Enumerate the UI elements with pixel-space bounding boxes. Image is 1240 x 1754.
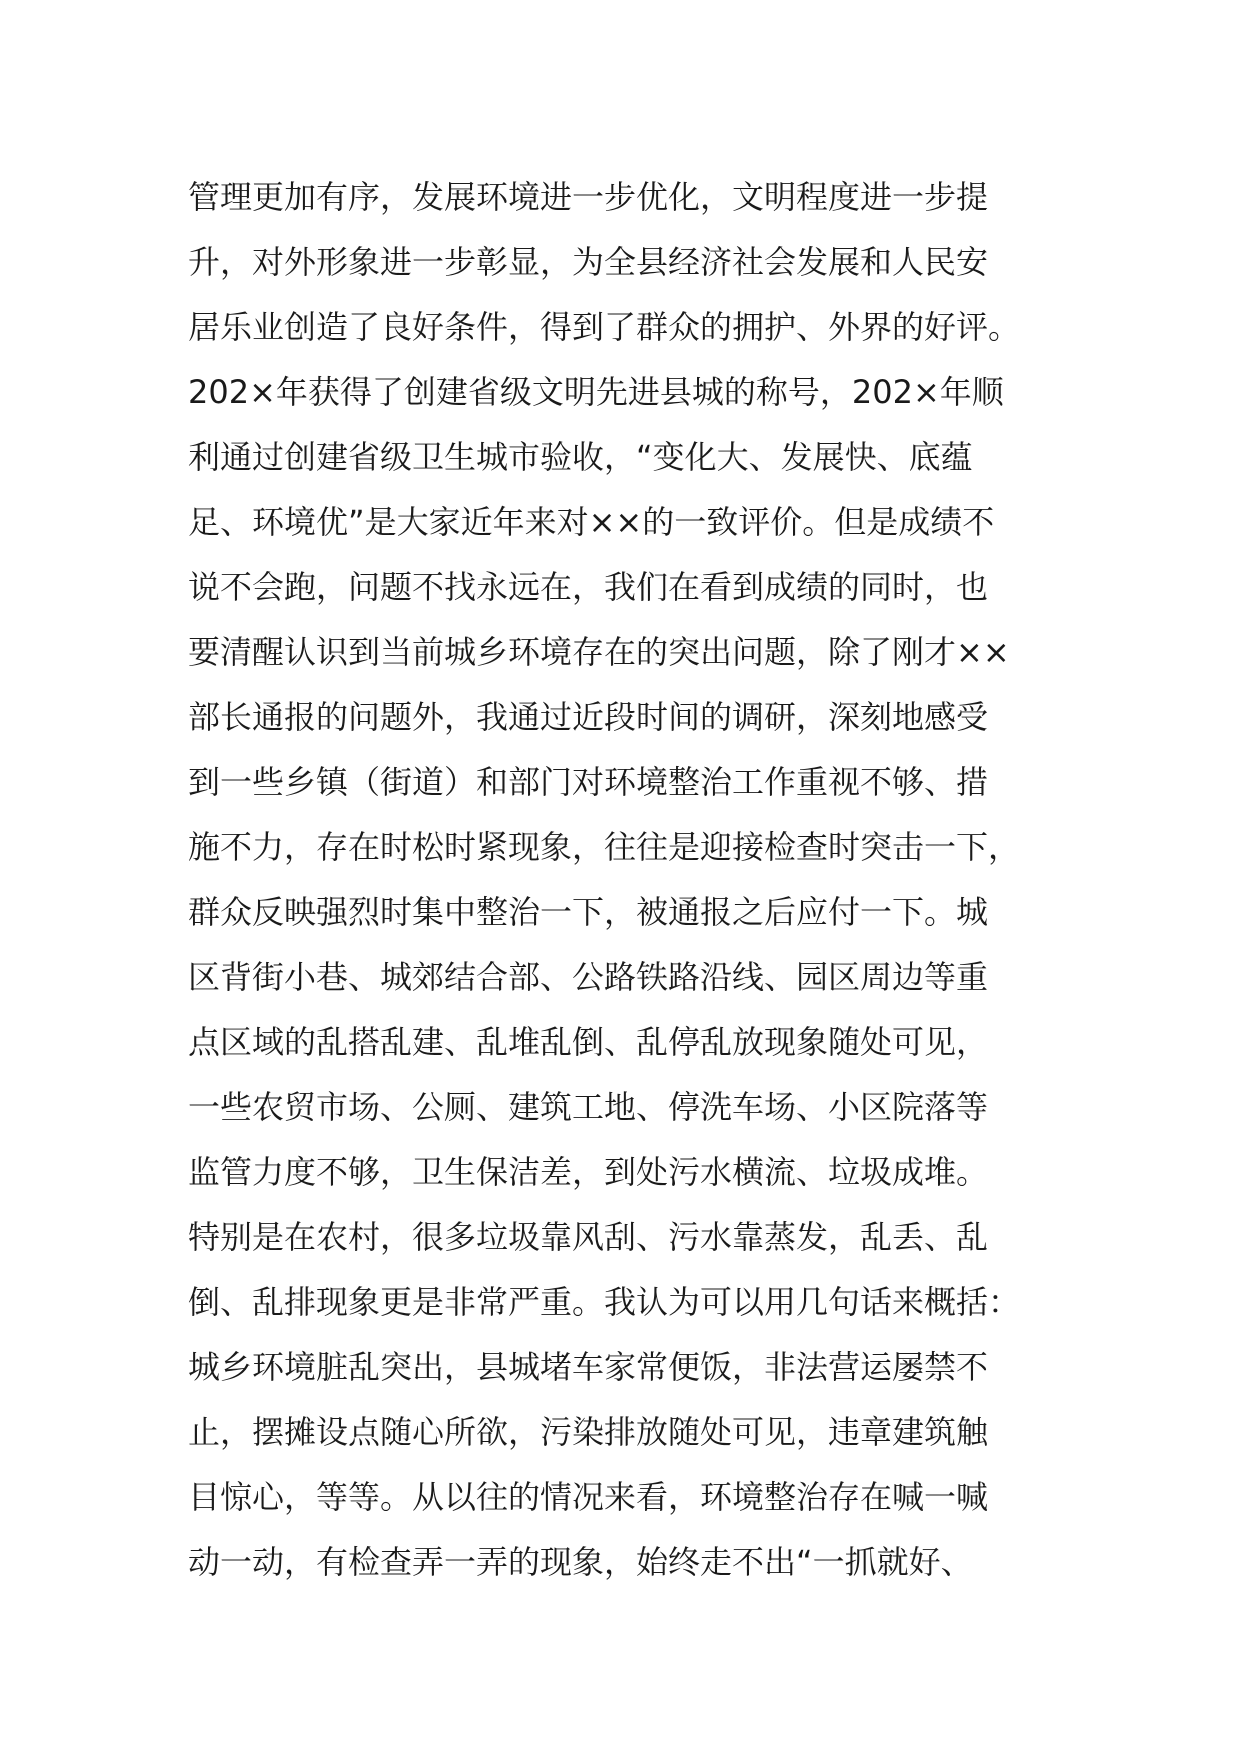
text-line: 城乡环境脏乱突出，县城堵车家常便饭，非法营运屡禁不 [188, 1348, 989, 1386]
text-line: 说不会跑，问题不找永远在，我们在看到成绩的同时，也 [188, 568, 989, 606]
text-line: 到一些乡镇（街道）和部门对环境整治工作重视不够、措 [188, 763, 989, 801]
text-line: 利通过创建省级卫生城市验收，“变化大、发展快、底蕴 [188, 438, 973, 476]
text-line: 部长通报的问题外，我通过近段时间的调研，深刻地感受 [188, 698, 989, 736]
text-line: 管理更加有序，发展环境进一步优化，文明程度进一步提 [188, 178, 989, 216]
text-line: 监管力度不够，卫生保洁差，到处污水横流、垃圾成堆。 [188, 1153, 989, 1191]
text-line: 倒、乱排现象更是非常严重。我认为可以用几句话来概括： [188, 1283, 1021, 1321]
text-line: 施不力，存在时松时紧现象，往往是迎接检查时突击一下， [188, 828, 1021, 866]
text-line: 202×年获得了创建省级文明先进县城的称号，202×年顺 [188, 373, 1004, 411]
text-line: 升，对外形象进一步彰显，为全县经济社会发展和人民安 [188, 243, 989, 281]
text-line: 特别是在农村，很多垃圾靠风刮、污水靠蒸发，乱丢、乱 [188, 1218, 989, 1256]
text-line: 一些农贸市场、公厕、建筑工地、停洗车场、小区院落等 [188, 1088, 989, 1126]
text-line: 足、环境优”是大家近年来对××的一致评价。但是成绩不 [188, 503, 995, 541]
text-line: 居乐业创造了良好条件，得到了群众的拥护、外界的好评。 [188, 308, 1021, 346]
text-line: 群众反映强烈时集中整治一下，被通报之后应付一下。城 [188, 893, 989, 931]
text-line: 要清醒认识到当前城乡环境存在的突出问题，除了刚才×× [188, 633, 1010, 671]
text-line: 动一动，有检查弄一弄的现象，始终走不出“一抓就好、 [188, 1543, 973, 1581]
body-text [188, 165, 1088, 1595]
text-line: 止，摆摊设点随心所欲，污染排放随处可见，违章建筑触 [188, 1413, 989, 1451]
text-line: 点区域的乱搭乱建、乱堆乱倒、乱停乱放现象随处可见， [188, 1023, 989, 1061]
text-line: 区背街小巷、城郊结合部、公路铁路沿线、园区周边等重 [188, 958, 989, 996]
text-line: 目惊心，等等。从以往的情况来看，环境整治存在喊一喊 [188, 1478, 989, 1516]
